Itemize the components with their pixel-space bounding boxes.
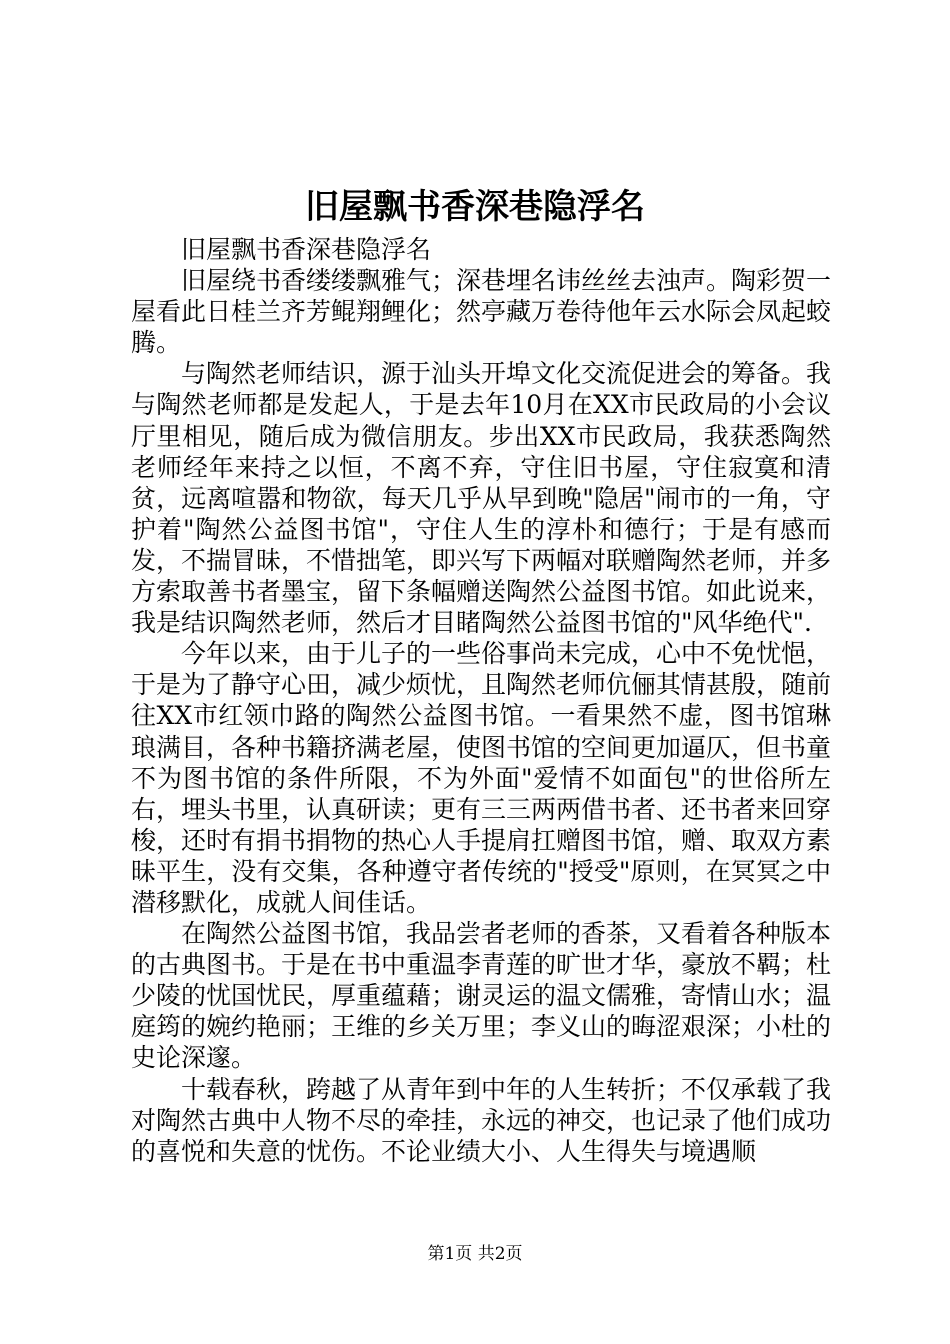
page-footer: 第1页 共2页 [427, 1244, 523, 1264]
paragraph-couplet: 旧屋绕书香缕缕飘雅气；深巷埋名讳丝丝去浊声。陶彩贺一屋看此日桂兰齐芳鲲翔鲤化；然亭藏万卷待他年云水际会凤起蛟腾。 [131, 266, 832, 358]
paragraph-acquaintance: 与陶然老师结识，源于汕头开埠文化交流促进会的筹备。我与陶然老师都是发起人，于是去年10月在XX市民政局的小会议厅里相见，随后成为微信朋友。步出XX市民政局，我获悉陶然老师经年来持之以恒，不离不弃，守住旧书屋，守住寂寞和清贫，远离喧嚣和物欲，每天几乎从早到晚"隐居"闹市的一角，守护着"陶然公益图书馆"，守住人生的淳朴和德行；于是有感而发，不揣冒昧，不惜拙笔，即兴写下两幅对联赠陶然老师，并多方索取善书者墨宝，留下条幅赠送陶然公益图书馆。如此说来，我是结识陶然老师，然后才目睹陶然公益图书馆的"风华绝代". [131, 359, 832, 638]
document-body [131, 234, 831, 1167]
document-title: 旧屋飘书香深巷隐浮名 [305, 187, 645, 227]
paragraph-visit: 今年以来，由于儿子的一些俗事尚未完成，心中不免忧悒，于是为了静守心田，减少烦忧，且陶然老师伉俪其情甚殷，随前往XX市红领巾路的陶然公益图书馆。一看果然不虚，图书馆琳琅满目，各种书籍挤满老屋，使图书馆的空间更加逼仄，但书童不为图书馆的条件所限，不为外面"爱情不如面包"的世俗所左右，埋头书里，认真研读；更有三三两两借书者、还书者来回穿梭，还时有捐书捐物的热心人手提肩扛赠图书馆，赠、取双方素昧平生，没有交集，各种遵守者传统的"授受"原则，在冥冥之中潜移默化，成就人间佳话。 [131, 639, 832, 917]
paragraph-reading: 在陶然公益图书馆，我品尝者老师的香茶，又看着各种版本的古典图书。于是在书中重温李青莲的旷世才华，豪放不羁；杜少陵的忧国忧民，厚重蕴藉；谢灵运的温文儒雅，寄情山水；温庭筠的婉约艳丽；王维的乡关万里；李义山的晦涩艰深；小杜的史论深邃。 [131, 919, 832, 1073]
paragraph-subtitle: 旧屋飘书香深巷隐浮名 [181, 235, 432, 264]
paragraph-decade: 十载春秋，跨越了从青年到中年的人生转折；不仅承载了我对陶然古典中人物不尽的牵挂，永远的神交，也记录了他们成功的喜悦和失意的忧伤。不论业绩大小、人生得失与境遇顺 [131, 1074, 832, 1166]
